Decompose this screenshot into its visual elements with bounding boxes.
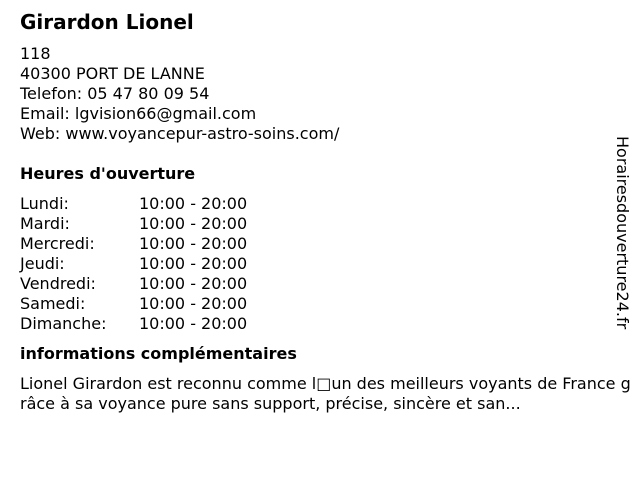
day-label: Lundi: [20,194,69,213]
time-range: 10:00 - 20:00 [139,214,248,233]
time-range: 10:00 - 20:00 [139,234,248,253]
day-label: Mercredi: [20,234,95,253]
hours-row-saturday [20,294,600,314]
hours-row-wednesday [20,234,600,254]
time-range: 10:00 - 20:00 [139,274,248,293]
site-watermark: Horairesdouverture24.fr [613,136,632,330]
street-number: 118 [20,44,51,63]
hours-row-thursday [20,254,600,274]
contact-block [20,44,600,144]
description-text: Lionel Girardon est reconnu comme l□un des meilleurs voyants de France grâce à sa voyance pure sans support, précise, sincère et san... [20,374,631,413]
postal-city: 40300 PORT DE LANNE [20,64,205,83]
additional-info [20,344,631,414]
day-label: Dimanche: [20,314,107,333]
business-name: Girardon Lionel [20,10,194,34]
day-label: Mardi: [20,214,70,233]
email-line: Email: lgvision66@gmail.com [20,104,257,123]
web-line: Web: www.voyancepur-astro-soins.com/ [20,124,340,143]
phone-line: Telefon: 05 47 80 09 54 [20,84,210,103]
hours-row-friday [20,274,600,294]
time-range: 10:00 - 20:00 [139,254,248,273]
hours-row-sunday [20,314,600,334]
time-range: 10:00 - 20:00 [139,194,248,213]
opening-hours-title: Heures d'ouverture [20,164,196,183]
day-label: Samedi: [20,294,86,313]
time-range: 10:00 - 20:00 [139,314,248,333]
time-range: 10:00 - 20:00 [139,294,248,313]
day-label: Vendredi: [20,274,96,293]
hours-row-tuesday [20,214,600,234]
opening-hours [20,164,600,334]
day-label: Jeudi: [20,254,65,273]
additional-info-title: informations complémentaires [20,344,297,363]
hours-row-monday [20,194,600,214]
